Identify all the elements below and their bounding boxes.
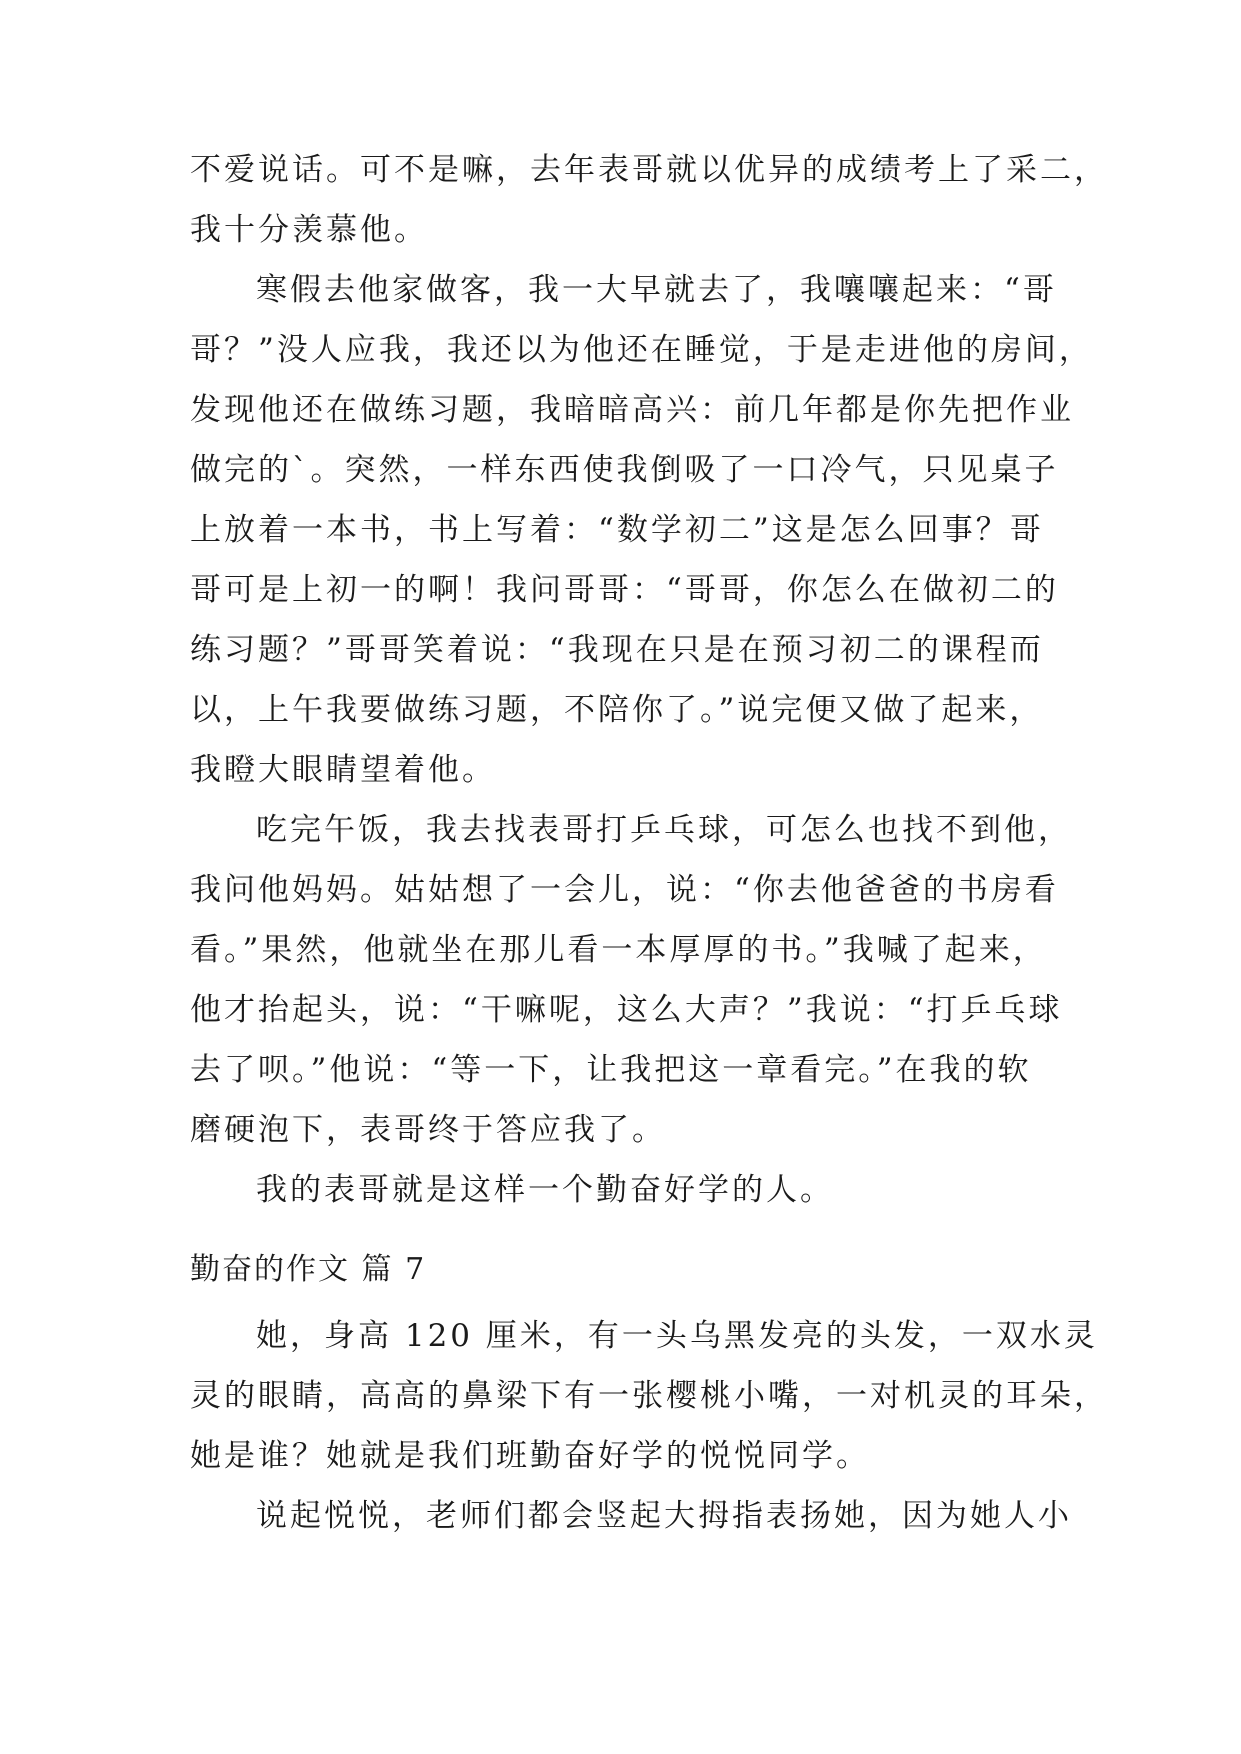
- text-line: 上放着一本书，书上写着：“数学初二”这是怎么回事？哥: [190, 512, 1044, 548]
- essay-body-part-2: [190, 1306, 1108, 1546]
- text-line: 练习题？”哥哥笑着说：“我现在只是在预习初二的课程而: [190, 632, 1044, 668]
- text-line: 我问他妈妈。姑姑想了一会儿，说：“你去他爸爸的书房看: [190, 872, 1059, 908]
- text-line: 哥？”没人应我，我还以为他还在睡觉，于是走进他的房间，: [190, 332, 1093, 368]
- paragraph-start-line: 寒假去他家做客，我一大早就去了，我嚷嚷起来：“哥: [256, 272, 1057, 308]
- text-line: 以，上午我要做练习题，不陪你了。”说完便又做了起来，: [190, 692, 1044, 728]
- text-line: 看。”果然，他就坐在那儿看一本厚厚的书。”我喊了起来，: [190, 932, 1047, 968]
- section-heading: 勤奋的作文 篇 7: [190, 1252, 427, 1287]
- text-line: 不爱说话。可不是嘛，去年表哥就以优异的成绩考上了采二，: [190, 152, 1108, 188]
- paragraph-start-line: 吃完午饭，我去找表哥打乒乓球，可怎么也找不到他，: [256, 812, 1072, 848]
- text-line: 去了呗。”他说：“等一下，让我把这一章看完。”在我的软: [190, 1052, 1032, 1088]
- paragraph-start-line: 她，身高 120 厘米，有一头乌黑发亮的头发，一双水灵: [256, 1318, 1098, 1354]
- text-line: 我瞪大眼睛望着他。: [190, 752, 496, 788]
- text-line: 磨硬泡下，表哥终于答应我了。: [190, 1112, 666, 1148]
- text-line: 灵的眼睛，高高的鼻梁下有一张樱桃小嘴，一对机灵的耳朵，: [190, 1378, 1108, 1414]
- text-line: 他才抬起头，说：“干嘛呢，这么大声？”我说：“打乒乓球: [190, 992, 1063, 1028]
- text-line: 发现他还在做练习题，我暗暗高兴：前几年都是你先把作业: [190, 392, 1074, 428]
- essay-body-part-1: [190, 140, 1108, 1220]
- paragraph-start-line: 我的表哥就是这样一个勤奋好学的人。: [256, 1172, 834, 1208]
- text-line: 做完的`。突然，一样东西使我倒吸了一口冷气，只见桌子: [190, 452, 1059, 488]
- text-line: 她是谁？她就是我们班勤奋好学的悦悦同学。: [190, 1438, 870, 1474]
- text-line: 哥可是上初一的啊！我问哥哥：“哥哥，你怎么在做初二的: [190, 572, 1059, 608]
- text-line: 我十分羡慕他。: [190, 212, 428, 248]
- paragraph-start-line: 说起悦悦，老师们都会竖起大拇指表扬她，因为她人小: [256, 1498, 1072, 1534]
